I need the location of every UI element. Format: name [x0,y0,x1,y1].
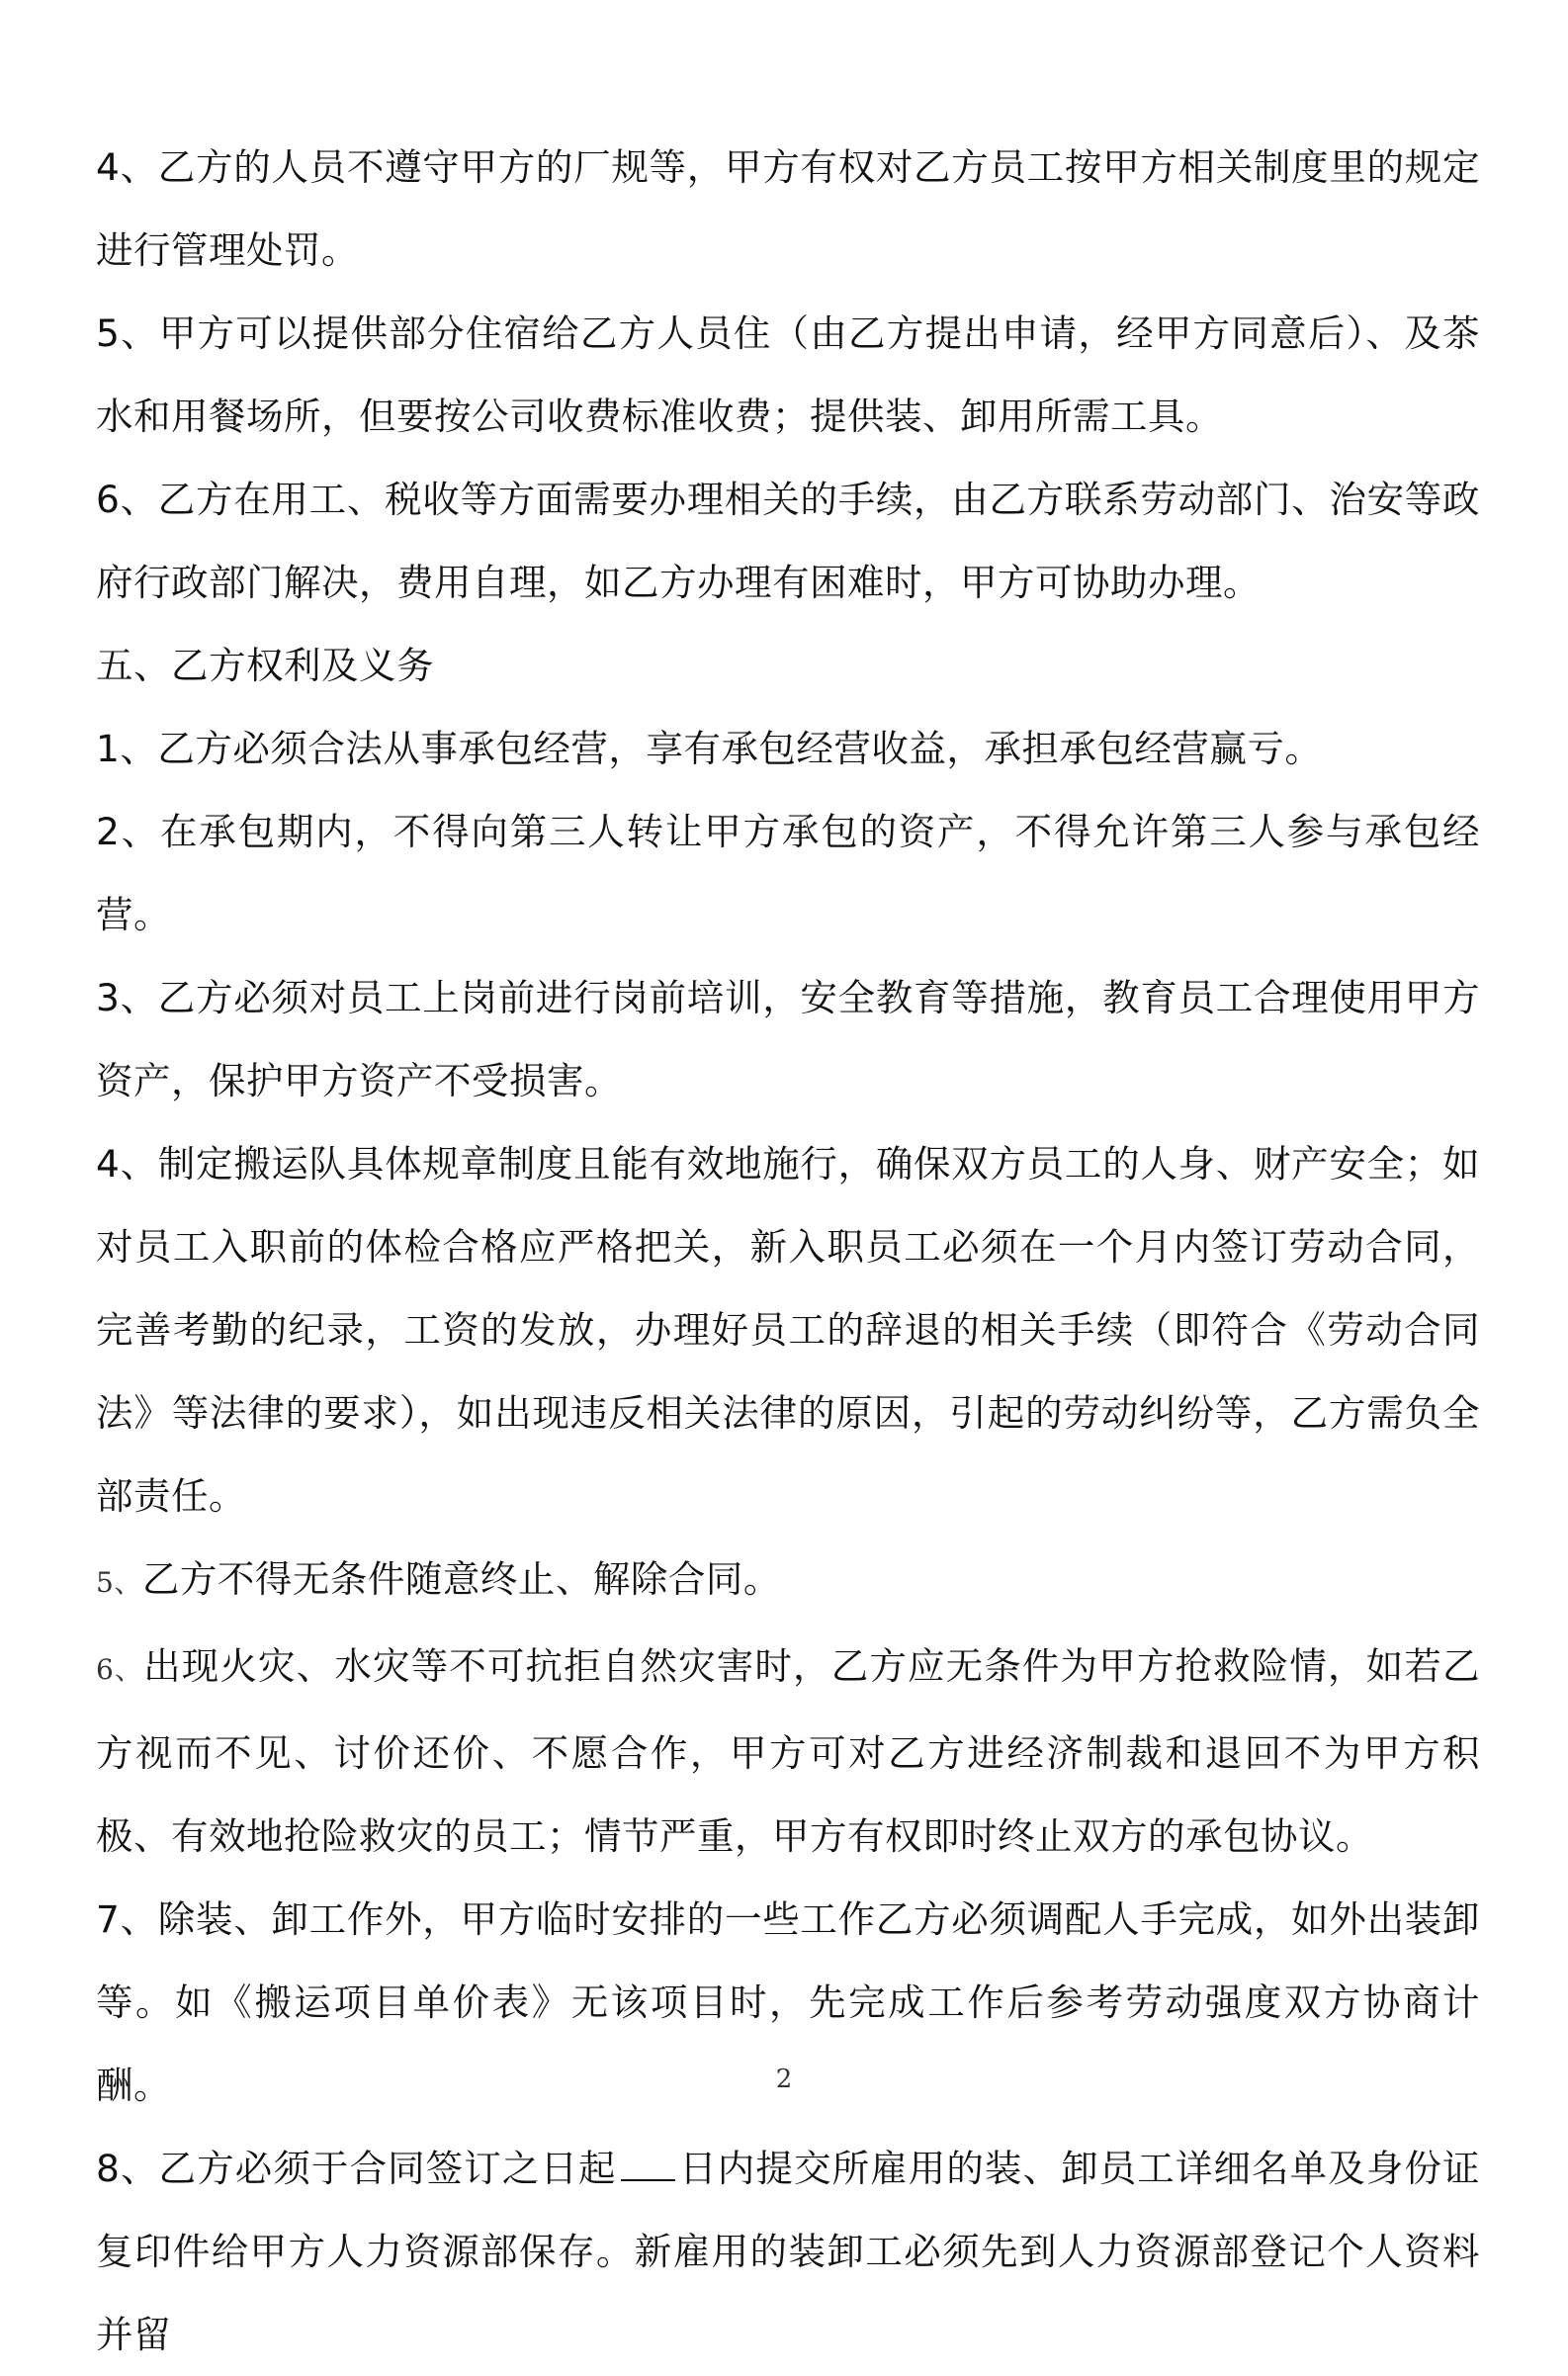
clause-text-before-blank: 乙方必须于合同签订之日起 [158,2147,617,2190]
clause-text: 在承包期内，不得向第三人转让甲方承包的资产，不得允许第三人参与承包经营。 [96,810,1480,936]
clause-text: 乙方在用工、税收等方面需要办理相关的手续，由乙方联系劳动部门、治安等政府行政部门解决，费用自理，如乙方办理有困难时，甲方可协助办理。 [96,478,1481,604]
clause-4-regulations [96,1122,1480,1538]
fill-in-blank [621,2140,675,2181]
clause-text: 出现火灾、水灾等不可抗拒自然灾害时，乙方应无条件为甲方抢救险情，如若乙方视而不见、讨价还价、不愿合作，甲方可对乙方进经济制裁和退回不为甲方积极、有效地抢险救灾的员工；情节严重，甲方有权即时终止双方的承包协议。 [96,1644,1480,1858]
clause-number: 5、 [96,311,159,355]
clause-text: 乙方必须对员工上岗前进行岗前培训，安全教育等措施，教育员工合理使用甲方资产，保护甲方资产不受损害。 [96,976,1481,1102]
clause-number: 6、 [96,1653,144,1686]
clause-number: 7、 [96,1897,158,1941]
clause-text: 甲方可以提供部分住宿给乙方人员住（由乙方提出申请，经甲方同意后）、及茶水和用餐场所，但要按公司收费标准收费；提供装、卸用所需工具。 [96,311,1480,438]
clause-text: 乙方的人员不遵守甲方的厂规等，甲方有权对乙方员工按甲方相关制度里的规定进行管理处罚。 [96,145,1481,272]
clause-number: 6、 [96,478,158,521]
document-body [96,126,1480,2376]
clause-text: 制定搬运队具体规章制度且能有效地施行，确保双方员工的人身、财产安全；如对员工入职前的体检合格应严格把关，新入职员工必须在一个月内签订劳动合同，完善考勤的纪录，工资的发放，办理好员工的辞退的相关手续（即符合《劳动合同法》等法律的要求），如出现违反相关法律的原因，引起的劳动纠纷等，乙方需负全部责任。 [96,1142,1481,1518]
clause-text: 除装、卸工作外，甲方临时安排的一些工作乙方必须调配人手完成，如外出装卸等。如《搬运项目单价表》无该项目时，先完成工作后参考劳动强度双方协商计酬。 [96,1897,1481,2107]
clause-number: 8、 [96,2147,159,2190]
section-heading-text: 五、乙方权利及义务 [96,644,434,687]
clause-5-no-termination [96,1538,1480,1625]
page-number: 2 [775,2065,793,2094]
clause-text-after-blank: 日内提交所雇用的装、卸员工详细名单及身份证复印件给甲方人力资源部保存。新雇用的装卸工必须先到人力资源部登记个人资料并留 [96,2147,1481,2356]
clause-text: 乙方不得无条件随意终止、解除合同。 [141,1557,781,1601]
clause-number: 3、 [96,976,158,1019]
clause-text: 乙方必须合法从事承包经营，享有承包经营收益，承担承包经营赢亏。 [157,727,1323,770]
clause-number: 1、 [96,727,158,770]
clause-6-disaster-rescue [96,1625,1480,1878]
clause-6-procedures [96,458,1480,624]
clause-8-employee-list [96,2127,1480,2376]
clause-number: 5、 [96,1566,142,1599]
section-heading [96,624,1480,707]
clause-number: 2、 [96,810,160,853]
clause-number: 4、 [96,145,158,189]
clause-3-training [96,956,1480,1122]
clause-4-factory-rules [96,126,1480,292]
clause-number: 4、 [96,1142,158,1186]
clause-1-legal-operation [96,707,1480,790]
clause-5-accommodation [96,292,1480,458]
clause-2-no-transfer [96,790,1480,956]
